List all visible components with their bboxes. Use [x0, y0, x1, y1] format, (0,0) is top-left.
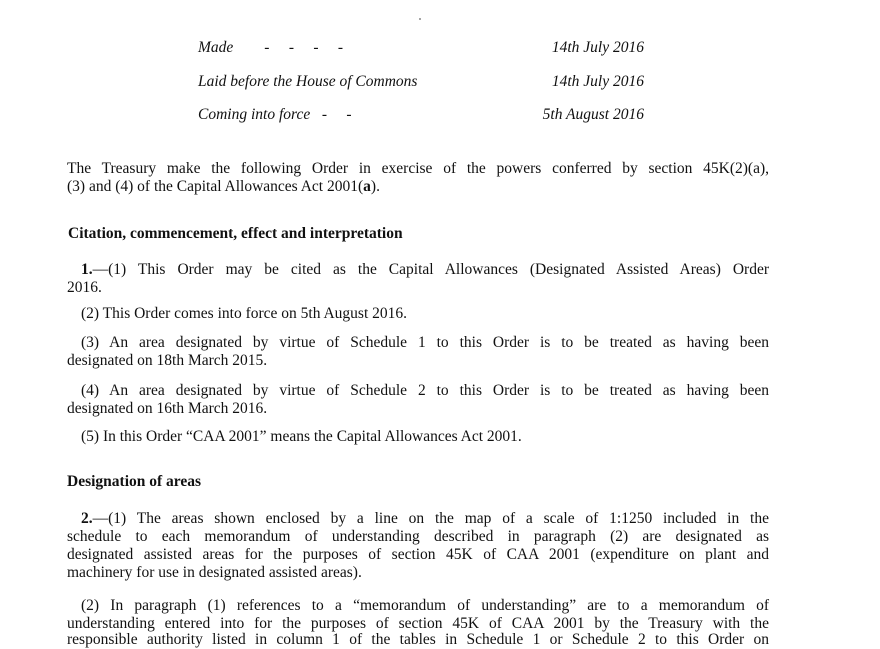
date-value: 5th August 2016: [542, 106, 644, 123]
article-number: 2.: [81, 510, 93, 527]
para-line: 2016.: [67, 279, 102, 296]
date-label: Laid before the House of Commons: [198, 73, 418, 90]
para-line: [67, 510, 769, 528]
para-line: (3) An area designated by virtue of Schedule 1 to this Order is to be treated as having been: [81, 334, 769, 351]
para-text: —(1) The areas shown enclosed by a line on the map of a scale of 1:1250 included in the: [92, 510, 769, 527]
footnote-ref: a: [363, 178, 371, 195]
para-line: responsible authority listed in column 1 of the tables in Schedule 1 or Schedule 2 to this Order on: [67, 631, 769, 648]
article-1-para-2: [67, 305, 769, 323]
date-row-coming-into-force: [198, 106, 644, 128]
date-label: Coming into force - -: [198, 106, 352, 123]
preamble: [67, 160, 769, 196]
article-1-para-1: [67, 261, 769, 297]
preamble-text: (3) and (4) of the Capital Allowances Act 2001(: [67, 178, 364, 195]
article-number: 1.: [81, 261, 93, 278]
para-text: —(1) This Order may be cited as the Capital Allowances (Designated Assisted Areas) Order: [92, 261, 769, 278]
article-2-para-1: [67, 510, 769, 582]
para-line: machinery for use in designated assisted areas).: [67, 564, 362, 581]
article-1-para-5: [67, 428, 769, 446]
para-line: (2) In paragraph (1) references to a “memorandum of understanding” are to a memorandum of: [81, 597, 769, 614]
para-line: designated assisted areas for the purposes of section 45K of CAA 2001 (expenditure on plant and: [67, 546, 769, 563]
date-row-made: [198, 39, 644, 61]
article-1-para-4: [67, 382, 769, 418]
para-line: [67, 261, 769, 279]
para-line: designated on 16th March 2016.: [67, 400, 268, 417]
date-label: Made - - - -: [198, 39, 344, 56]
date-value: 14th July 2016: [551, 39, 644, 56]
date-value: 14th July 2016: [551, 73, 644, 90]
preamble-text: ).: [370, 178, 380, 195]
section-heading: Citation, commencement, effect and interpretation: [68, 225, 403, 242]
article-2-para-2: [67, 597, 769, 633]
cut-off-line: [67, 631, 769, 648]
para-line: designated on 18th March 2015.: [67, 352, 268, 369]
preamble-line: The Treasury make the following Order in exercise of the powers conferred by section 45K(2)(a),: [67, 160, 769, 177]
para-line: (5) In this Order “CAA 2001” means the Capital Allowances Act 2001.: [81, 428, 522, 445]
article-1-para-3: [67, 334, 769, 370]
para-line: understanding entered into for the purposes of section 45K of CAA 2001 by the Treasury with the: [67, 615, 769, 632]
para-line: (2) This Order comes into force on 5th August 2016.: [81, 305, 408, 322]
para-line: schedule to each memorandum of understanding described in paragraph (2) are designated as: [67, 528, 769, 545]
preamble-line: [67, 178, 769, 196]
section-heading: Designation of areas: [67, 473, 202, 490]
para-line: (4) An area designated by virtue of Schedule 2 to this Order is to be treated as having been: [81, 382, 769, 399]
date-row-laid: [198, 73, 644, 95]
scan-speck: [419, 18, 421, 20]
